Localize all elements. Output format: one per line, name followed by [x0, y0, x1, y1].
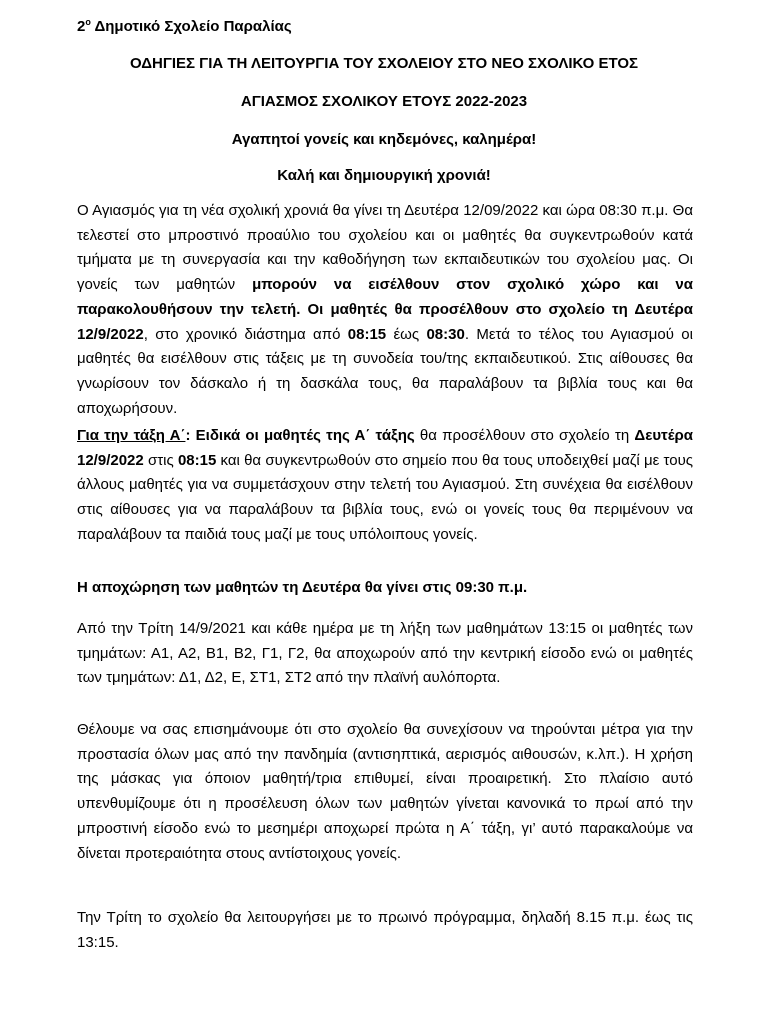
school-ordinal: ο [85, 17, 91, 27]
blessing-paragraph: Ο Αγιασμός για τη νέα σχολική χρονιά θα γίνει τη Δευτέρα 12/09/2022 και ώρα 08:30 π.μ. Θα τελεστεί στο μπροστινό προαύλιο του σχολείου και οι μαθητές θα συγκεντρωθούν κατά τμήματα με τη συνεργασία και την καθοδήγηση των εκπαιδευτικών του σχολείου μας. Οι γονείς των μαθητών μπορούν να εισέλθουν στον σχολικό χώρο και να παρακολουθήσουν την τελετή. Οι μαθητές θα προσέλθουν στο σχολείο τη Δευτέρα 12/9/2022, στο χρονικό διάστημα από 08:15 έως 08:30. Μετά το τέλος του Αγιασμού οι μαθητές θα εισέλθουν στις τάξεις με τη συνοδεία του/της εκπαιδευτικού. Στις αίθουσες θα γνωρίσουν τον δάσκαλο ή τη δασκάλα τους, θα παραλάβουν τα βιβλία τους και θα αποχωρήσουν. [77, 202, 693, 417]
wish-heading: Καλή και δημιουργική χρονιά! [277, 167, 491, 184]
first-grade-paragraph: Για την τάξη Α΄: Ειδικά οι μαθητές της Α΄ τάξης θα προσέλθουν στο σχολείο τη Δευτέρα 12/9/2022 στις 08:15 και θα συγκεντρωθούν στο σημείο που θα τους υποδειχθεί μαζί με τους άλλους μαθητές για να συμμετάσχουν στην τελετή του Αγιασμού. Στη συνέχεια θα εισέλθουν στις αίθουσες για να παραλάβουν τα βιβλία τους, ενώ οι γονείς τους θα περιμένουν να παραλάβουν τα παιδιά τους μαζί με τους υπόλοιπους γονείς. [77, 427, 694, 543]
school-name-text: Δημοτικό Σχολείο Παραλίας [90, 18, 292, 35]
first-grade-label: Για την τάξη Α΄ [77, 427, 186, 444]
school-number: 2 [77, 18, 86, 35]
exit-schedule-paragraph: Από την Τρίτη 14/9/2021 και κάθε ημέρα με τη λήξη των μαθημάτων 13:15 οι μαθητές των τμημάτων: Α1, Α2, Β1, Β2, Γ1, Γ2, θα αποχωρούν από την κεντρική είσοδο ενώ οι μαθητές των τμημάτων: Δ1, Δ2, Ε, ΣΤ1, ΣΤ2 από την πλαϊνή αυλόπορτα. [77, 620, 693, 687]
blessing-heading: ΑΓΙΑΣΜΟΣ ΣΧΟΛΙΚΟΥ ΕΤΟΥΣ 2022-2023 [240, 93, 528, 110]
school-name [77, 17, 292, 35]
tuesday-schedule-paragraph: Την Τρίτη το σχολείο θα λειτουργήσει με το πρωινό πρόγραμμα, δηλαδή 8.15 π.μ. έως τις 13:15. [77, 909, 693, 951]
dismissal-paragraph: Η αποχώρηση των μαθητών τη Δευτέρα θα γίνει στις 09:30 π.μ. [77, 579, 528, 596]
instructions-heading: ΟΔΗΓΙΕΣ ΓΙΑ ΤΗ ΛΕΙΤΟΥΡΓΙΑ ΤΟΥ ΣΧΟΛΕΙΟΥ ΣΤΟ ΝΕΟ ΣΧΟΛΙΚΟ ΕΤΟΣ [129, 55, 639, 72]
greeting-heading: Αγαπητοί γονείς και κηδεμόνες, καλημέρα! [231, 131, 537, 148]
health-measures-paragraph: Θέλουμε να σας επισημάνουμε ότι στο σχολείο θα συνεχίσουν να τηρούνται μέτρα για την προστασία όλων μας από την πανδημία (αντισηπτικά, αερισμός αιθουσών, κ.λπ.). Η χρήση της μάσκας για όποιον μαθητή/τρια επιθυμεί, είναι προαιρετική. Στο πλαίσιο αυτό υπενθυμίζουμε ότι η προσέλευση όλων των μαθητών γίνεται κανονικά το πρωί από την μπροστινή είσοδο ενώ το μεσημέρι αποχωρεί πρώτα η Α΄ τάξη, γι’ αυτό παρακαλούμε να δίνεται προτεραιότητα στους αντίστοιχους γονείς. [77, 721, 693, 862]
